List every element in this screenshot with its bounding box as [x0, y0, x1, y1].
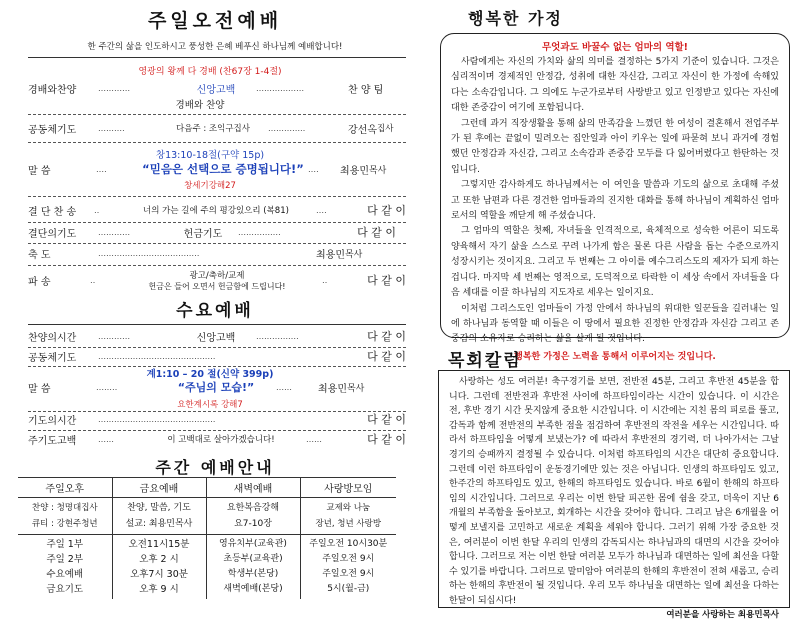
- row-label: 주기도고백: [28, 435, 77, 447]
- dots: ‥‥‥: [276, 382, 293, 392]
- family-footer: 행복한 가정은 노력을 통해서 이루어지는 것입니다.: [514, 351, 716, 362]
- row-center: 신앙고백: [196, 332, 236, 344]
- wed-row-lords-prayer: [28, 432, 408, 446]
- wed-sermon-title: “주님의 모습!”: [177, 381, 255, 394]
- cell-line: 주일오전 10시30분: [309, 539, 388, 549]
- dots: ‥‥‥: [306, 434, 323, 444]
- table-cell: [18, 498, 112, 535]
- divider: [28, 196, 406, 197]
- table-cell: [206, 498, 300, 535]
- family-paragraph: 사람에게는 자신의 가치와 삶의 의미를 결정하는 5가지 기준이 있습니다. 그것은 심리적이며 경제적인 안정감, 성취에 대한 자신감, 그리고 자신이 한 가정에 속해있다는 소속감입니다. 그 의에도 누군가로부터 사랑받고 있고 인정받고 있다는 자신에 대한 존중감이 여기에 포함됩니다.: [451, 57, 779, 114]
- family-paragraph: 그렇지만 감사하게도 하나님께서는 이 여인을 말씀과 기도의 삶으로 초대해 주셨고 또한 남편과 다른 경건한 엄마들과의 진지한 대화를 통해 하나님이 계획하신 엄마로서의 역할을 깨닫게 해 주셨습니다.: [451, 180, 779, 222]
- divider: [28, 222, 406, 223]
- dots: ‥‥‥‥‥‥‥‥‥‥‥‥‥‥‥‥‥‥‥‥‥‥: [98, 351, 216, 361]
- row-right: 찬 양 팀: [348, 84, 384, 96]
- row-label: 찬양의시간: [28, 332, 77, 344]
- service-row-offering-prayer: [28, 225, 408, 239]
- dots: ‥‥‥‥‥‥‥‥‥‥‥‥‥‥‥‥‥‥‥: [98, 248, 200, 258]
- wed-row-prayer: [28, 349, 408, 363]
- table-cell: [112, 498, 206, 535]
- row-label: 축 도: [28, 249, 51, 261]
- family-paragraph: 그런데 과거 직장생활을 통해 삶의 만족감을 느꼈던 한 여성이 결혼해서 전업주부가 된 후에는 끝없이 밀려오는 집안일과 아이 키우는 일에 파묻혀 보니 과거에 경험했던 안정감과 자신감, 그리고 소속감과 존중감 모두를 다 잃어버렸다고 한탄하는 것입니다.: [451, 118, 779, 175]
- row-right: 강선옥: [348, 124, 377, 136]
- cell-line: 큐티 : 강현주청년: [31, 519, 98, 529]
- column-signature: 여러분을 사랑하는 최용민목사: [666, 609, 779, 620]
- cell-line: 금요기도: [46, 584, 84, 595]
- cell-line: 오후 9 시: [139, 584, 179, 595]
- cell-line: 설교: 최용민목사: [125, 519, 193, 529]
- row-center: 이 고백대로 살아가겠습니다!: [167, 435, 275, 445]
- row-right-suffix: 목사: [346, 383, 365, 394]
- table-row: [18, 498, 396, 535]
- row-center: 너의 가는 길에 주의 평강있으리 (복81): [143, 206, 289, 216]
- scripture-ref: 창13:10-18절(구약 15p): [155, 150, 265, 161]
- cell-line: 학생부(본당): [227, 569, 279, 579]
- divider: [28, 114, 406, 115]
- row-label: 공동체기도: [28, 352, 77, 364]
- dots: ‥‥‥‥‥‥‥: [268, 123, 306, 133]
- dots: ‥: [90, 275, 96, 285]
- row-right: 최용민: [318, 383, 347, 395]
- wed-scripture-ref: 계1:10 – 20 절(신약 399p): [146, 369, 274, 380]
- family-paragraph: 그 엄마의 역할은 첫째, 자녀들을 인격적으로, 육체적으로 성숙한 어른이 되도록 양육해서 자기 삶을 스스로 꾸려 나가게 함은 물론 다른 사람을 돕는 수준으로까지 성장시키는 것이지요. 그리고 두 번째는 그 아이를 예수그리스도의 제자가 되게 하는 겁니다. 마지막 세 번째는 영적으로, 도덕적으로 타락한 이 세상 속에서 자녀들을 다음 세대를 이끌 하나님의 지도자로 세우는 일이지요.: [451, 226, 779, 299]
- dots: ‥‥‥‥: [96, 382, 118, 392]
- row-label: 결단의기도: [28, 228, 77, 240]
- row-center: 신앙고백: [196, 84, 236, 96]
- row-right-suffix: 집사: [376, 124, 394, 134]
- table-header: 금요예배: [112, 478, 206, 498]
- sermon-series: 창세기강해27: [184, 181, 236, 191]
- wed-row-prayer-time: [28, 412, 408, 426]
- cell-line: 영유치부(교육관): [219, 539, 287, 549]
- dots: ‥‥‥‥‥‥‥‥‥: [256, 83, 305, 93]
- row-right-suffix: 목사: [344, 249, 363, 260]
- row-right: 다 같 이: [367, 413, 406, 426]
- dots: ‥: [94, 205, 100, 215]
- cell-line: 요한복음강해: [226, 503, 280, 513]
- dots: ‥‥‥‥‥: [98, 123, 125, 133]
- row-right: 다 같 이: [367, 433, 406, 446]
- row-right: 다 같 이: [367, 274, 406, 287]
- row-right: 다 같 이: [367, 330, 406, 343]
- cell-line: 교제와 나눔: [326, 503, 371, 513]
- table-row: [18, 535, 396, 600]
- family-heading: 무엇과도 바꿀수 없는 엄마의 역할!: [541, 42, 689, 53]
- wed-sermon-series: 요한계시록 강해7: [177, 400, 243, 410]
- row-label: 경배와찬양: [28, 84, 77, 96]
- wed-row-praise: [28, 329, 408, 343]
- pastor-column-title: 목회칼럼: [448, 351, 522, 371]
- wed-row-sermon: [28, 379, 408, 395]
- divider: [28, 324, 406, 325]
- table-cell: [18, 535, 112, 600]
- cell-line: 요7-10장: [234, 519, 272, 529]
- row-sub: 헌금은 들어 오면서 헌금함에 드립니다!: [148, 281, 286, 291]
- table-header: 사랑방모임: [300, 478, 396, 498]
- table-cell: [206, 535, 300, 600]
- dots: ‥‥: [96, 164, 107, 174]
- dots: ‥‥‥‥‥‥: [98, 227, 131, 237]
- cell-line: 찬양 : 청명대집사: [31, 503, 98, 513]
- service-row-prayer: [28, 121, 408, 135]
- dots: ‥‥‥‥‥‥‥‥: [256, 331, 299, 341]
- service-row-hymn: [28, 203, 408, 217]
- cell-line: 주일오전 9시: [322, 554, 375, 564]
- row-right: 다 같 이: [367, 204, 406, 217]
- row-right-suffix: 목사: [368, 165, 387, 176]
- row-right: 다 같 이: [357, 226, 396, 239]
- sunday-service-title: 주일오전예배: [147, 10, 283, 32]
- table-header: 주일오후: [18, 478, 112, 498]
- family-body: [451, 55, 779, 348]
- dots: ‥‥‥‥‥‥: [98, 83, 131, 93]
- row-right: 다 같 이: [367, 350, 406, 363]
- cell-line: 오후 2 시: [139, 554, 179, 565]
- service-row-sermon: [28, 161, 408, 177]
- cell-line: 수요예배: [46, 569, 84, 580]
- row-label: 결 단 찬 송: [28, 206, 77, 218]
- cell-line: 주일 2부: [46, 554, 84, 565]
- row-right: 최용민: [340, 165, 369, 177]
- row-center: 헌금기도: [183, 228, 223, 240]
- cell-line: 찬양, 말씀, 기도: [127, 503, 191, 513]
- pastor-column-box: [438, 370, 790, 620]
- family-paragraph: 이처럼 그리스도인 엄마들이 가정 안에서 하나님의 위대한 일꾼들을 길러내는 일에 하나님과 동역할 때 이들은 이 땅에서 필요한 진정한 안정감과 자신감 그리고 존중감의 소유자로 승리하는 삶을 살게 될 것입니다.: [451, 303, 779, 345]
- cell-line: 초등부(교육관): [223, 554, 283, 564]
- table-cell: [300, 498, 396, 535]
- dots: ‥‥: [316, 205, 327, 215]
- row-label: 기도의시간: [28, 415, 77, 427]
- dismissal-center: [112, 269, 322, 292]
- dots: ‥‥: [308, 164, 319, 174]
- dots: ‥: [322, 275, 328, 285]
- table-cell: [112, 535, 206, 600]
- weekly-schedule-table: [18, 477, 396, 599]
- row-right: 최용민: [316, 249, 345, 261]
- praise-sub: 경배와 찬양: [175, 100, 225, 111]
- cell-line: 주일 1부: [46, 539, 84, 550]
- cell-line: 오전11시15분: [128, 539, 190, 550]
- row-label: 파 송: [28, 276, 51, 288]
- dots: ‥‥‥‥‥‥‥‥‥‥‥‥‥‥‥‥‥‥‥‥‥‥: [98, 414, 216, 424]
- happy-family-title: 행복한 가정: [468, 9, 563, 28]
- row-center: 다음주 : 조익구집사: [176, 124, 250, 134]
- worship-call: 영광의 왕께 다 경배 (찬67장 1-4절): [138, 67, 282, 77]
- divider: [28, 142, 406, 143]
- weekly-schedule-title: 주간 예배안내: [155, 458, 275, 477]
- sermon-title: “믿음은 선택으로 증명됩니다!”: [142, 162, 304, 176]
- cell-line: 장년, 청년 사랑방: [315, 519, 382, 529]
- row-label: 공동체기도: [28, 124, 77, 136]
- row-label: 말 씀: [28, 383, 51, 395]
- service-row-sending: [28, 266, 408, 294]
- dots: ‥‥‥: [98, 434, 115, 444]
- dots: ‥‥‥‥‥‥: [98, 331, 131, 341]
- row-center: 광고/축하/교제: [189, 270, 245, 281]
- wednesday-service-title: 수요예배: [176, 301, 254, 321]
- column-paragraph: 사랑하는 성도 여러분! 축구경기를 보면, 전반전 45분, 그리고 후반전 45분을 합니다. 그런데 전반전과 후반전 사이에 하프타임이라는 시간이 있습니다. 이 시간은 전, 후반 경기 시간 못지않게 중요한 시간입니다. 이 시간에는 지친 몸의 피로를 풀고, 감독과 함께 전반전의 부족한 점을 점검하여 후반전의 작전을 세우는 시간입니다. 따라서 하프타임을 어떻게 보냈는가? 에 따라서 후반전의 경기력, 더 나아가서는 그날 경기의 승패까지 결정될 수 있습니다. 이처럼 하프타임의 시간은 대단히 중요합니다. 그런데 이런 하프타임이 운동경기에만 있는 것은 아닙니다. 인생의 하프타임도 있고, 한주간의 하프타임도 있고, 한해의 하프타임도 있습니다. 바로 6월이 한해의 하프타임의 시간입니다. 그러므로 우리는 이번 한달 피곤한 몸에 쉼을 갖고, 더욱이 지난 6개월의 부족함을 돌아보고, 회개하는 시간을 갖어야 합니다. 그리고 남은 6개월을 어떻게 보낼지를 고민하고 새로운 계획을 세워야 합니다. 그러기 위해 가장 중요한 것은, 여러분이 이번 한달 우리의 인생의 감독되시는 하나님과의 대면의 시간을 갖어야 합니다. 그러므로 저는 이번 한달 여러분 모두가 하나님과 대면하는 일에 최선을 다할수 있기를 바랍니다. 그러므로 말미암아 여러분의 한해의 후반전이 전혀 새롭고, 승리하는 한해의 후반전이 될 것입니다. 우리 모두 하나님을 대면하는 일에 최선을 다하는 한달이 되십시다!: [449, 377, 779, 606]
- divider: [28, 243, 406, 244]
- sunday-service-subtitle: 한 주간의 삶을 인도하시고 풍성한 은혜 베푸신 하나님께 예배합니다!: [87, 42, 343, 52]
- cell-line: 5시(월-금): [327, 584, 370, 594]
- table-header-row: [18, 478, 396, 498]
- cell-line: 오후7시 30분: [130, 569, 188, 580]
- service-row-benediction: [28, 246, 408, 260]
- table-header: 새벽예배: [206, 478, 300, 498]
- dots: ‥‥‥‥‥‥‥‥: [238, 227, 281, 237]
- divider: [28, 57, 406, 58]
- cell-line: 주일오전 9시: [322, 569, 375, 579]
- row-label: 말 씀: [28, 165, 51, 177]
- cell-line: 새벽예배(본당): [223, 584, 283, 594]
- service-row-praise: [28, 81, 408, 95]
- table-cell: [300, 535, 396, 600]
